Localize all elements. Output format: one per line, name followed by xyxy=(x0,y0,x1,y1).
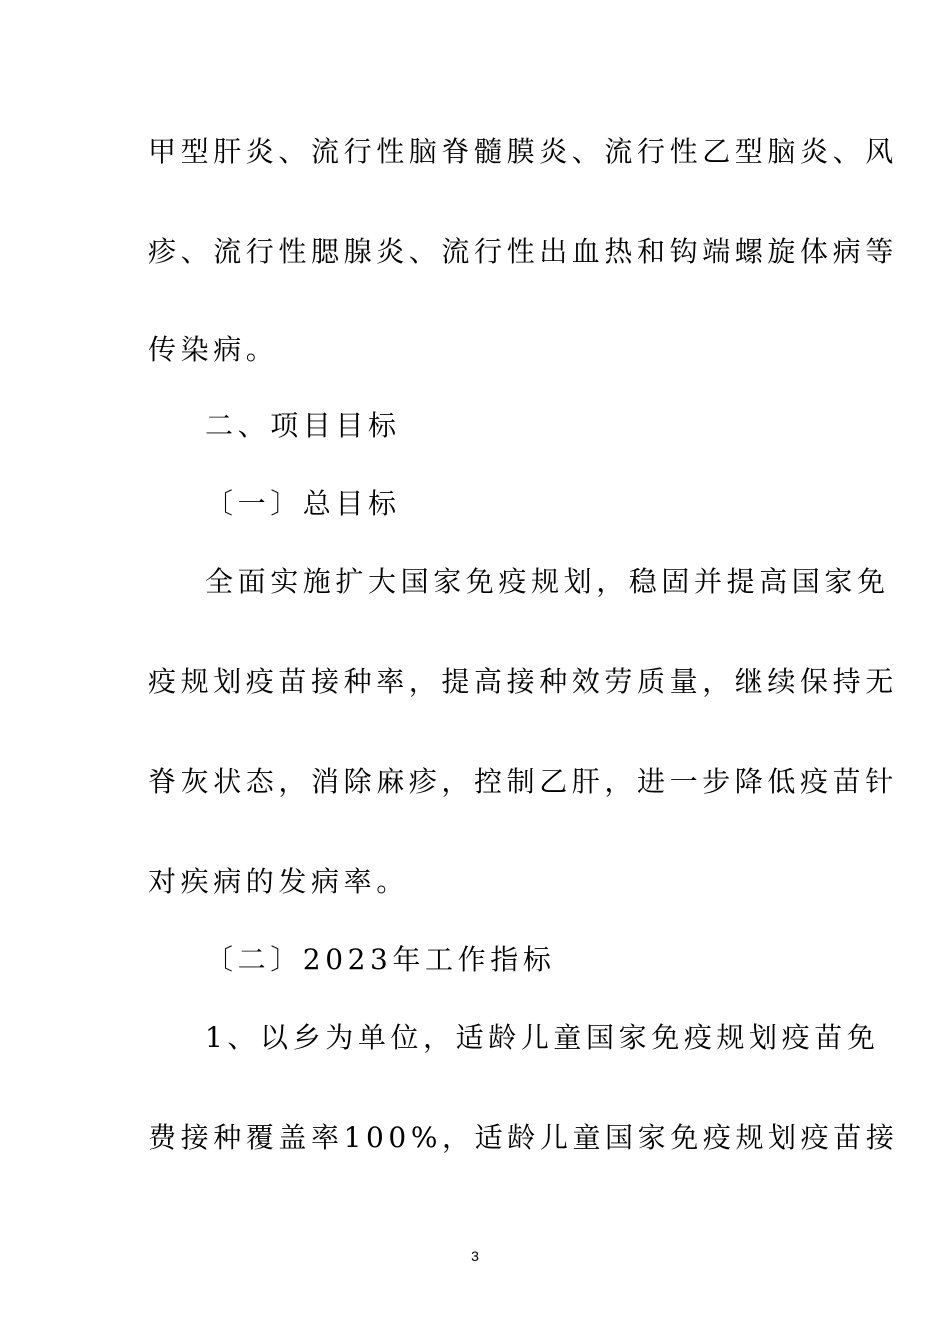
body-text-line: 费接种覆盖率100%，适龄儿童国家免疫规划疫苗接 xyxy=(148,1121,899,1154)
section-heading: 二、项目目标 xyxy=(205,409,401,442)
body-text-line: 传染病。 xyxy=(148,333,279,366)
body-text-line: 脊灰状态，消除麻疹，控制乙肝，进一步降低疫苗针 xyxy=(148,765,898,798)
body-text-line: 疫规划疫苗接种率，提高接种效劳质量，继续保持无 xyxy=(148,665,898,698)
body-text-line: 对疾病的发病率。 xyxy=(148,865,409,898)
body-text-line: 1、以乡为单位，适龄儿童国家免疫规划疫苗免 xyxy=(205,1021,880,1054)
body-text-line: 全面实施扩大国家免疫规划，稳固并提高国家免 xyxy=(205,565,890,598)
body-text-line: 疹、流行性腮腺炎、流行性出血热和钩端螺旋体病等 xyxy=(148,235,898,268)
subsection-heading: 〔二〕2023年工作指标 xyxy=(205,943,556,976)
body-text-line: 甲型肝炎、流行性脑脊髓膜炎、流行性乙型脑炎、风 xyxy=(148,135,898,168)
page-number: 3 xyxy=(471,1248,479,1264)
subsection-heading: 〔一〕总目标 xyxy=(205,487,401,520)
